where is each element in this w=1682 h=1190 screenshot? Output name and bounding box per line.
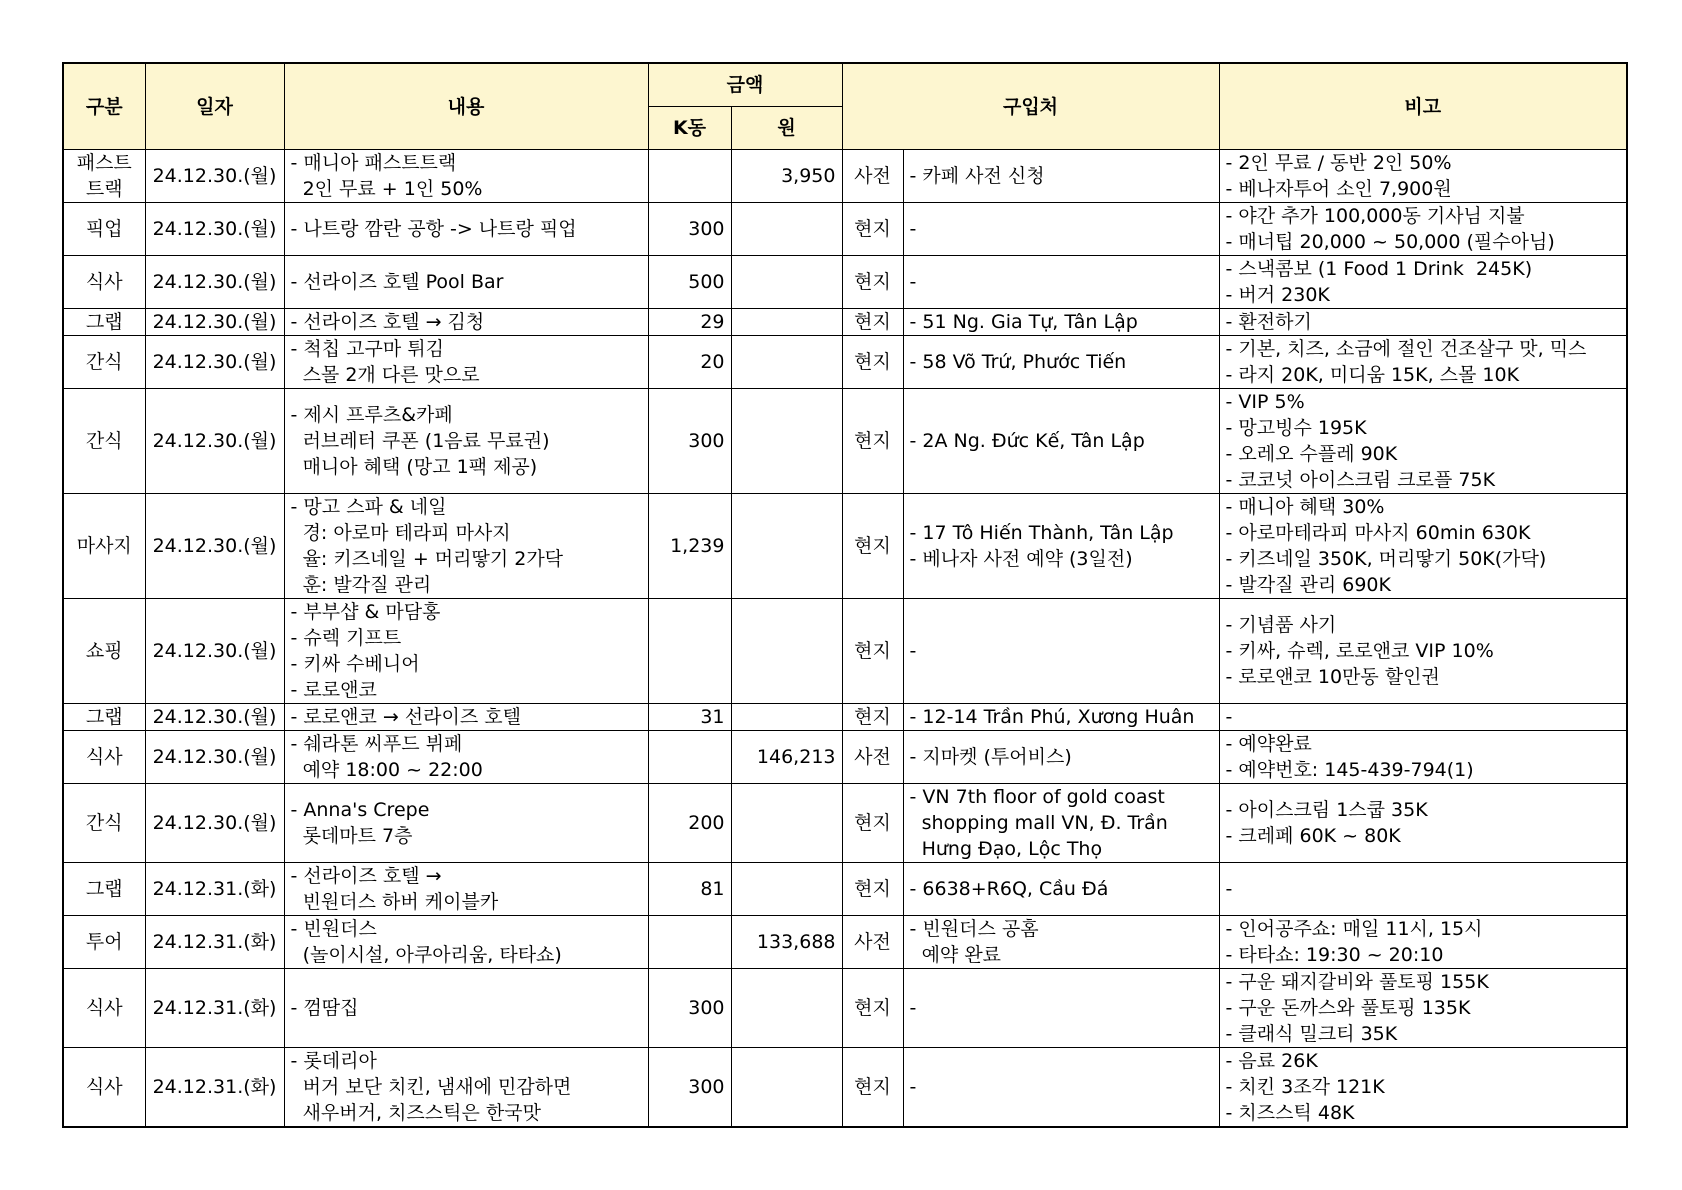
content-cell-line: - 망고 스파 & 네일 [290,496,447,518]
notes-cell-line: - 버거 230K [1225,284,1330,306]
vendor-cell-line: Hưng Đạo, Lộc Thọ [909,838,1103,860]
notes-cell [1219,1048,1627,1128]
date-cell: 24.12.30.(월) [145,309,284,336]
table-row [63,203,1627,256]
category-cell [63,256,145,309]
amount-won-cell: 133,688 [731,916,842,969]
table-row [63,494,1627,599]
notes-cell-line: - 키싸, 슈렉, 로로앤코 VIP 10% [1225,640,1494,662]
notes-cell-line: - 크레페 60K ~ 80K [1225,825,1401,847]
purchase-type-cell: 현지 [842,309,903,336]
notes-cell-line: - 망고빙수 195K [1225,417,1367,439]
purchase-type-cell: 현지 [842,1048,903,1128]
amount-kdong-cell: 500 [648,256,731,309]
content-cell-line: 예약 18:00 ~ 22:00 [290,759,483,781]
notes-cell-line: - 치킨 3조각 121K [1225,1076,1385,1098]
content-cell-line: - 껌땀집 [290,997,359,1019]
notes-cell-line: - 아로마테라피 마사지 60min 630K [1225,522,1531,544]
vendor-cell [903,969,1219,1048]
amount-kdong-cell: 81 [648,863,731,916]
notes-cell-line: - 예약번호: 145-439-794(1) [1225,759,1474,781]
content-cell [284,916,648,969]
notes-cell-line: - 클래식 밀크티 35K [1225,1023,1398,1045]
category-cell-line: 패스트 [76,152,132,174]
vendor-cell-line: - 베나자 사전 예약 (3일전) [909,548,1133,570]
category-cell-line: 간식 [85,430,123,452]
date-cell: 24.12.31.(화) [145,916,284,969]
category-cell-line: 식사 [85,746,123,768]
notes-cell-line: - 오레오 수플레 90K [1225,443,1398,465]
amount-won-cell [731,969,842,1048]
vendor-cell [903,389,1219,494]
category-cell [63,389,145,494]
notes-cell-line: - 매너팁 20,000 ~ 50,000 (필수아님) [1225,231,1555,253]
notes-cell [1219,916,1627,969]
date-cell: 24.12.31.(화) [145,1048,284,1128]
date-cell: 24.12.30.(월) [145,150,284,203]
notes-cell-line: - 구운 돼지갈비와 풀토핑 155K [1225,971,1489,993]
amount-won-cell [731,494,842,599]
vendor-cell-line: - [909,640,917,662]
table-body [63,150,1627,1128]
category-cell-line: 그랩 [85,706,123,728]
notes-cell-line: - 2인 무료 / 동반 2인 50% [1225,152,1452,174]
category-cell [63,150,145,203]
vendor-cell-line: 예약 완료 [909,944,1002,966]
header-date: 일자 [145,63,284,150]
amount-kdong-cell: 300 [648,969,731,1048]
table-row [63,1048,1627,1128]
notes-cell [1219,969,1627,1048]
content-cell-line: 롯데마트 7층 [290,825,413,847]
vendor-cell-line: - 58 Võ Trứ, Phước Tiến [909,351,1127,373]
purchase-type-cell: 현지 [842,784,903,863]
category-cell [63,1048,145,1128]
notes-cell-line: - 매니아 혜택 30% [1225,496,1385,518]
vendor-cell [903,599,1219,704]
date-cell: 24.12.30.(월) [145,704,284,731]
vendor-cell-line: - 12-14 Trần Phú, Xương Huân [909,706,1195,728]
content-cell-line: - Anna's Crepe [290,799,430,821]
notes-cell [1219,494,1627,599]
table-row [63,150,1627,203]
amount-won-cell [731,336,842,389]
category-cell-line: 트랙 [85,178,123,200]
amount-kdong-cell [648,150,731,203]
content-cell-line: - 나트랑 깜란 공항 -> 나트랑 픽업 [290,218,577,240]
date-cell: 24.12.30.(월) [145,599,284,704]
notes-cell [1219,704,1627,731]
notes-cell [1219,150,1627,203]
amount-kdong-cell: 300 [648,389,731,494]
purchase-type-cell: 현지 [842,863,903,916]
amount-won-cell [731,203,842,256]
notes-cell [1219,256,1627,309]
notes-cell-line: - 구운 돈까스와 풀토핑 135K [1225,997,1471,1019]
content-cell-line: - 선라이즈 호텔 → 김청 [290,311,485,333]
vendor-cell [903,494,1219,599]
category-cell [63,309,145,336]
vendor-cell [903,784,1219,863]
table-header [63,63,1627,150]
vendor-cell [903,256,1219,309]
notes-cell-line: - [1225,878,1233,900]
category-cell [63,969,145,1048]
content-cell [284,336,648,389]
vendor-cell-line: - [909,218,917,240]
vendor-cell-line: - [909,997,917,1019]
content-cell-line: 러브레터 쿠폰 (1음료 무료권) [290,430,550,452]
content-cell [284,599,648,704]
notes-cell-line: - 라지 20K, 미디움 15K, 스몰 10K [1225,364,1520,386]
notes-cell-line: - 타타쇼: 19:30 ~ 20:10 [1225,944,1444,966]
content-cell [284,784,648,863]
amount-won-cell [731,784,842,863]
vendor-cell [903,1048,1219,1128]
notes-cell-line: - 베나자투어 소인 7,900원 [1225,178,1452,200]
header-amount-kdong: K동 [648,107,731,150]
purchase-type-cell: 현지 [842,494,903,599]
vendor-cell [903,203,1219,256]
amount-kdong-cell: 20 [648,336,731,389]
table-row [63,784,1627,863]
category-cell [63,704,145,731]
content-cell-line: - 제시 프루츠&카페 [290,404,453,426]
notes-cell [1219,203,1627,256]
notes-cell-line: - 로로앤코 10만동 할인권 [1225,666,1440,688]
amount-won-cell [731,863,842,916]
content-cell-line: - 선라이즈 호텔 Pool Bar [290,271,504,293]
content-cell [284,969,648,1048]
date-cell: 24.12.30.(월) [145,256,284,309]
purchase-type-cell: 현지 [842,599,903,704]
purchase-type-cell: 사전 [842,731,903,784]
content-cell-line: 2인 무료 + 1인 50% [290,178,483,200]
category-cell-line: 식사 [85,997,123,1019]
table-row [63,309,1627,336]
amount-won-cell [731,1048,842,1128]
vendor-cell-line: - 2A Ng. Đức Kế, Tân Lập [909,430,1145,452]
notes-cell [1219,731,1627,784]
date-cell: 24.12.30.(월) [145,203,284,256]
table-row [63,336,1627,389]
content-cell-line: 빈원더스 하버 케이블카 [290,891,499,913]
content-cell-line: - 슈렉 기프트 [290,627,402,649]
table-row [63,969,1627,1048]
notes-cell-line: - 인어공주쇼: 매일 11시, 15시 [1225,918,1483,940]
category-cell-line: 식사 [85,1076,123,1098]
notes-cell-line: - 기본, 치즈, 소금에 절인 건조살구 맛, 믹스 [1225,338,1587,360]
content-cell-line: 매니아 혜택 (망고 1팩 제공) [290,456,538,478]
amount-kdong-cell [648,599,731,704]
notes-cell [1219,784,1627,863]
date-cell: 24.12.30.(월) [145,494,284,599]
content-cell-line: - 쉐라톤 씨푸드 뷔페 [290,733,463,755]
amount-won-cell [731,704,842,731]
date-cell: 24.12.30.(월) [145,784,284,863]
category-cell [63,784,145,863]
content-cell-line: 버거 보단 치킨, 냄새에 민감하면 [290,1076,572,1098]
vendor-cell-line: - VN 7th floor of gold coast [909,786,1165,808]
vendor-cell [903,704,1219,731]
table-row [63,389,1627,494]
table-row [63,256,1627,309]
category-cell [63,599,145,704]
category-cell-line: 그랩 [85,311,123,333]
category-cell-line: 쇼핑 [85,640,123,662]
purchase-type-cell: 현지 [842,336,903,389]
table-row [63,731,1627,784]
amount-kdong-cell [648,916,731,969]
notes-cell-line: - 발각질 관리 690K [1225,574,1391,596]
content-cell-line: - 로로앤코 → 선라이즈 호텔 [290,706,521,728]
purchase-type-cell: 현지 [842,704,903,731]
vendor-cell-line: - [909,271,917,293]
header-amount-won: 원 [731,107,842,150]
amount-won-cell [731,309,842,336]
table-row [63,599,1627,704]
notes-cell [1219,336,1627,389]
content-cell-line: - 키싸 수베니어 [290,653,420,675]
purchase-type-cell: 현지 [842,389,903,494]
content-cell-line: - 로로앤코 [290,679,377,701]
amount-won-cell [731,389,842,494]
date-cell: 24.12.31.(화) [145,969,284,1048]
amount-kdong-cell [648,731,731,784]
category-cell-line: 식사 [85,271,123,293]
itinerary-table [62,62,1628,1128]
vendor-cell [903,916,1219,969]
category-cell [63,203,145,256]
notes-cell-line: - 치즈스틱 48K [1225,1102,1355,1124]
notes-cell [1219,309,1627,336]
table-row [63,704,1627,731]
notes-cell-line: - 예약완료 [1225,733,1312,755]
content-cell-line: 새우버거, 치즈스틱은 한국맛 [290,1102,541,1124]
notes-cell-line: - 아이스크림 1스쿱 35K [1225,799,1428,821]
vendor-cell-line: - 카페 사전 신청 [909,165,1045,187]
amount-kdong-cell: 29 [648,309,731,336]
category-cell-line: 마사지 [76,535,132,557]
content-cell [284,863,648,916]
notes-cell-line: - 음료 26K [1225,1050,1318,1072]
category-cell-line: 픽업 [85,218,123,240]
amount-won-cell [731,599,842,704]
notes-cell [1219,389,1627,494]
notes-cell-line: - 키즈네일 350K, 머리땋기 50K(가닥) [1225,548,1547,570]
notes-cell [1219,599,1627,704]
notes-cell-line: - 기념품 사기 [1225,614,1337,636]
category-cell [63,731,145,784]
table-row [63,916,1627,969]
vendor-cell-line: - 6638+R6Q, Cầu Đá [909,878,1109,900]
header-notes: 비고 [1219,63,1627,150]
notes-cell-line: - VIP 5% [1225,391,1305,413]
vendor-cell [903,309,1219,336]
category-cell [63,916,145,969]
category-cell [63,494,145,599]
purchase-type-cell: 사전 [842,916,903,969]
date-cell: 24.12.31.(화) [145,863,284,916]
vendor-cell-line: - 지마켓 (투어비스) [909,746,1072,768]
content-cell-line: - 부부샵 & 마담홍 [290,601,441,623]
content-cell [284,731,648,784]
date-cell: 24.12.30.(월) [145,731,284,784]
purchase-type-cell: 사전 [842,150,903,203]
vendor-cell-line: - 빈원더스 공홈 [909,918,1039,940]
header-amount: 금액 [648,63,842,107]
amount-won-cell [731,256,842,309]
amount-kdong-cell: 300 [648,1048,731,1128]
content-cell [284,256,648,309]
notes-cell [1219,863,1627,916]
content-cell-line: 경: 아로마 테라피 마사지 [290,522,511,544]
content-cell [284,150,648,203]
content-cell [284,494,648,599]
category-cell-line: 간식 [85,812,123,834]
header-content: 내용 [284,63,648,150]
content-cell-line: - 선라이즈 호텔 → [290,865,442,887]
content-cell [284,389,648,494]
notes-cell-line: - 코코넛 아이스크림 크로플 75K [1225,469,1496,491]
purchase-type-cell: 현지 [842,256,903,309]
content-cell-line: - 롯데리아 [290,1050,377,1072]
content-cell-line: - 척칩 고구마 튀김 [290,338,444,360]
amount-kdong-cell: 200 [648,784,731,863]
notes-cell-line: - 환전하기 [1225,311,1312,333]
header-vendor: 구입처 [842,63,1219,150]
notes-cell-line: - [1225,706,1233,728]
vendor-cell [903,336,1219,389]
content-cell-line: 율: 키즈네일 + 머리땋기 2가닥 [290,548,564,570]
notes-cell-line: - 야간 추가 100,000동 기사님 지불 [1225,205,1525,227]
amount-kdong-cell: 31 [648,704,731,731]
date-cell: 24.12.30.(월) [145,336,284,389]
purchase-type-cell: 현지 [842,203,903,256]
content-cell [284,1048,648,1128]
amount-kdong-cell: 300 [648,203,731,256]
vendor-cell-line: shopping mall VN, Đ. Trần [909,812,1168,834]
amount-won-cell: 146,213 [731,731,842,784]
category-cell-line: 그랩 [85,878,123,900]
content-cell-line: (놀이시설, 아쿠아리움, 타타쇼) [290,944,562,966]
content-cell [284,309,648,336]
content-cell [284,203,648,256]
category-cell-line: 간식 [85,351,123,373]
table-row [63,863,1627,916]
vendor-cell [903,150,1219,203]
vendor-cell [903,863,1219,916]
vendor-cell-line: - 17 Tô Hiến Thành, Tân Lập [909,522,1174,544]
content-cell-line: - 빈원더스 [290,918,377,940]
purchase-type-cell: 현지 [842,969,903,1048]
date-cell: 24.12.30.(월) [145,389,284,494]
category-cell [63,863,145,916]
notes-cell-line: - 스낵콤보 (1 Food 1 Drink 245K) [1225,258,1533,280]
vendor-cell-line: - 51 Ng. Gia Tự, Tân Lập [909,311,1138,333]
amount-kdong-cell: 1,239 [648,494,731,599]
content-cell-line: 스몰 2개 다른 맛으로 [290,364,480,386]
header-category: 구분 [63,63,145,150]
vendor-cell [903,731,1219,784]
content-cell-line: 훈: 발각질 관리 [290,574,432,596]
vendor-cell-line: - [909,1076,917,1098]
content-cell [284,704,648,731]
category-cell-line: 투어 [85,931,123,953]
content-cell-line: - 매니아 패스트트랙 [290,152,457,174]
category-cell [63,336,145,389]
amount-won-cell: 3,950 [731,150,842,203]
